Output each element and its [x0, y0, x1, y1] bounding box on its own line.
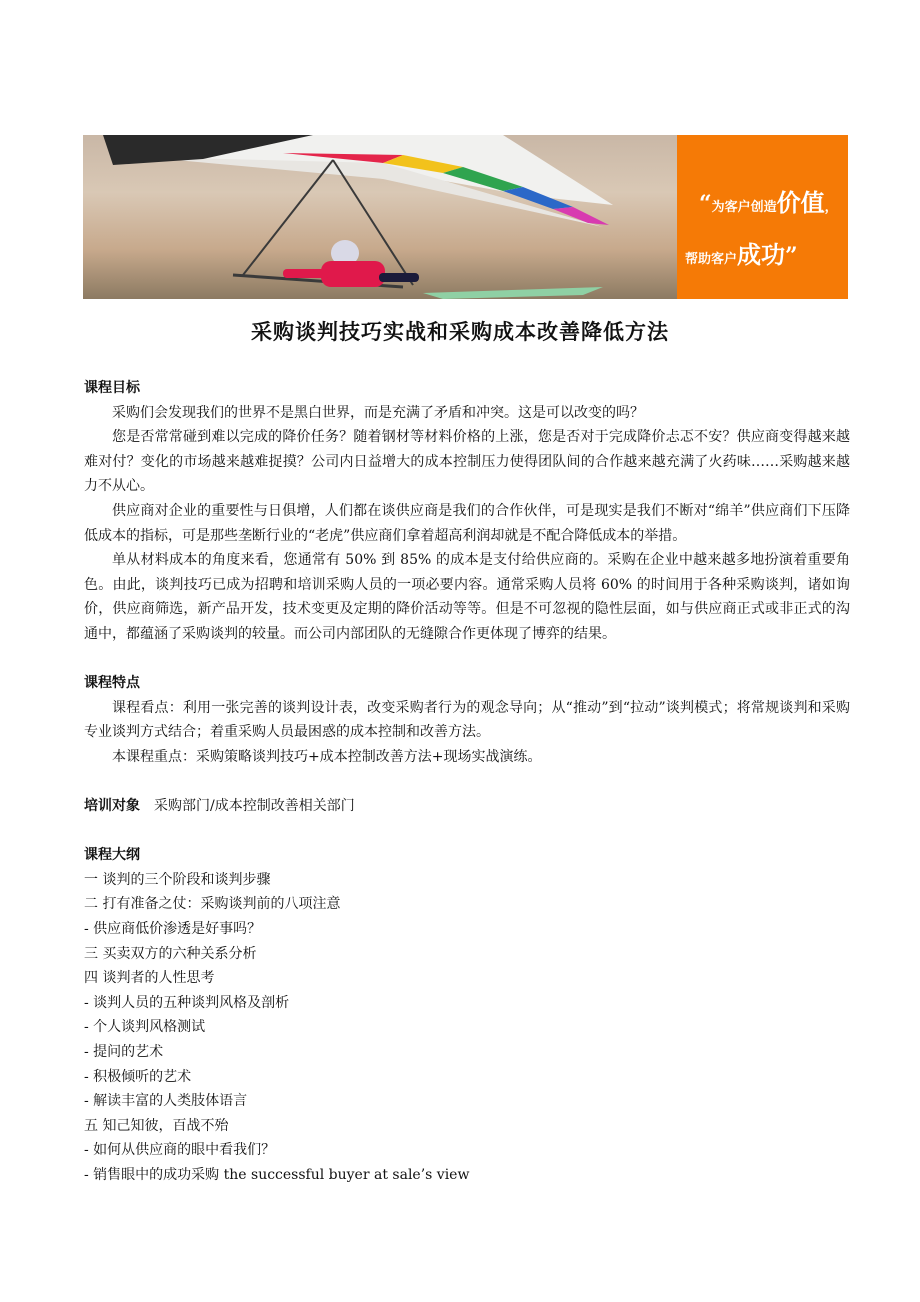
paragraph: 本课程重点：采购策略谈判技巧+成本控制改善方法+现场实战演练。	[112, 748, 542, 765]
outline-item: - 个人谈判风格测试	[84, 1019, 206, 1036]
outline-item: 五 知己知彼，百战不殆	[84, 1117, 229, 1134]
audience-value: 采购部门/成本控制改善相关部门	[154, 798, 355, 815]
open-quote: “	[699, 191, 712, 217]
paragraph: 供应商对企业的重要性与日俱增，人们都在谈供应商是我们的合作伙伴，可是现实是我们不断对“绵羊”供应商们下压降低成本的指标，可是那些垄断行业的“老虎”供应商们拿着超高利润却就是不配合降低成本的举措。	[84, 502, 850, 544]
paragraph: 单从材料成本的角度来看，您通常有 50% 到 85% 的成本是支付给供应商的。采购在企业中越来越多地扮演着重要角色。由此，谈判技巧已成为招聘和培训采购人员的一项必要内容。通常采购人员将 60% 的时间用于各种采购谈判，诸如询价，供应商筛选，新产品开发，技术变更及定期的降价活动等等。但是不可忽视的隐性层面，如与供应商正式或非正式的沟通中，都蕴涵了采购谈判的较量。而公司内部团队的无缝隙合作更体现了博弈的结果。	[84, 552, 850, 642]
spacer	[84, 647, 850, 672]
outline-item: - 提问的艺术	[84, 1044, 164, 1061]
header-banner	[83, 135, 848, 299]
paragraph: 您是否常常碰到难以完成的降价任务？随着钢材等材料价格的上涨，您是否对于完成降价忐忑不安？供应商变得越来越难对付？变化的市场越来越难捉摸？公司内日益增大的成本控制压力使得团队间的合作越来越充满了火药味……采购越来越力不从心。	[84, 429, 850, 495]
paragraph: 课程看点：利用一张完善的谈判设计表，改变采购者行为的观念导向；从“推动”到“拉动”谈判模式；将常规谈判和采购专业谈判方式结合；着重采购人员最困惑的成本控制和改善方法。	[84, 699, 850, 741]
outline-item: - 解读丰富的人类肢体语言	[84, 1093, 248, 1110]
document-body	[84, 376, 850, 1188]
section-heading-features: 课程特点	[84, 675, 140, 692]
section-heading-outline: 课程大纲	[84, 847, 140, 864]
section-heading-objectives: 课程目标	[84, 380, 140, 396]
slogan-comma: ，	[824, 200, 838, 215]
slogan-emphasis: 价值	[776, 189, 825, 217]
spacer	[84, 770, 850, 795]
outline-item: - 谈判人员的五种谈判风格及剖析	[84, 994, 290, 1011]
slogan-panel	[677, 135, 848, 299]
paragraph: 采购们会发现我们的世界不是黑白世界，而是充满了矛盾和冲突。这是可以改变的吗？	[112, 404, 644, 421]
outline-item: 二 打有准备之仗：采购谈判前的八项注意	[84, 896, 341, 913]
audience-row	[84, 794, 850, 819]
close-quote: ”	[785, 243, 798, 269]
slogan-emphasis: 成功	[737, 241, 786, 269]
outline-item: - 如何从供应商的眼中看我们？	[84, 1142, 276, 1159]
outline-item: - 销售眼中的成功采购 the successful buyer at sale’s view	[84, 1167, 470, 1183]
outline-item: - 积极倾听的艺术	[84, 1068, 192, 1085]
slogan-text: 为客户创造	[711, 200, 777, 215]
spacer	[84, 819, 850, 844]
outline-item: 三 买卖双方的六种关系分析	[84, 945, 257, 962]
outline-item: 一 谈判的三个阶段和谈判步骤	[84, 871, 271, 888]
slogan-line-2	[685, 235, 798, 270]
slogan-text: 帮助客户	[685, 252, 738, 267]
hang-glider-illustration	[83, 135, 677, 299]
audience-label: 培训对象	[84, 798, 140, 815]
outline-item: - 供应商低价渗透是好事吗？	[84, 921, 262, 938]
hang-glider-photo	[83, 135, 677, 299]
slogan-line-1	[699, 183, 838, 218]
outline-item: 四 谈判者的人性思考	[84, 970, 215, 987]
document-title: 采购谈判技巧实战和采购成本改善降低方法	[251, 320, 669, 344]
